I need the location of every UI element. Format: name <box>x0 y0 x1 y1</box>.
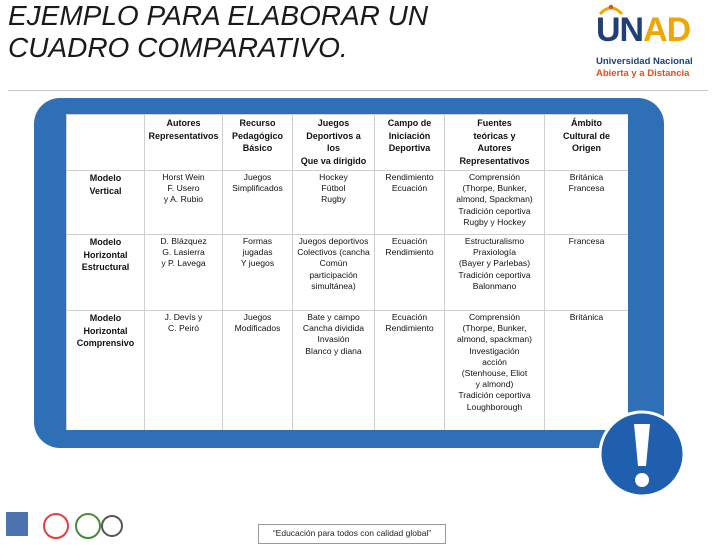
cell-text-line: Estructuralismo <box>464 236 525 246</box>
table-cell <box>293 235 375 311</box>
cell-text-line: simultánea) <box>311 280 356 291</box>
table-cell <box>145 235 223 311</box>
cell-text-line: Horizontal <box>83 325 128 336</box>
cell-text-line: Blanco y diana <box>305 345 362 356</box>
cell-text-line: Rendimiento <box>385 323 434 334</box>
cell-text-line: Modelo <box>89 173 122 183</box>
cell-text-line: Modelo <box>89 237 122 247</box>
cell-text-line: Cancha dividida <box>302 323 365 334</box>
slide-title-line-2: CUADRO COMPARATIVO. <box>8 32 348 63</box>
cell-text-line: Ecuación <box>391 236 428 246</box>
cell-text-line: Modificados <box>234 323 281 334</box>
cell-text-line: jugadas <box>242 247 273 258</box>
exclamation-icon <box>598 410 686 498</box>
table-cell <box>445 235 545 311</box>
cell-text-line: Común <box>319 258 348 269</box>
cell-text-line: los <box>326 143 340 153</box>
logo-word-accent: AD <box>643 11 691 49</box>
cell-text-line: teóricas y <box>473 130 516 141</box>
cell-text-line: Comprensión <box>468 312 521 322</box>
cell-text-line: Invasión <box>317 334 350 345</box>
cell-text-line: almond, spackman) <box>457 334 532 345</box>
cell-text-line: Hockey <box>319 172 348 182</box>
cell-text-line: D. Blázquez <box>160 236 207 246</box>
cell-text-line: almond, Spackman) <box>456 194 533 205</box>
table-cell <box>223 171 293 235</box>
table-cell <box>445 171 545 235</box>
cell-text-line: Deportivos a <box>306 130 361 141</box>
cell-text-line: Deportiva <box>388 143 431 153</box>
table-header-cell <box>145 115 223 171</box>
cell-text-line: (Stenhouse, Eliot <box>461 368 528 379</box>
table-cell <box>375 235 445 311</box>
cell-text-line: Autores <box>166 118 201 128</box>
cell-text-line: Británica <box>569 172 604 182</box>
model-name-cell <box>67 235 145 311</box>
cell-text-line: acción <box>482 356 507 367</box>
cell-text-line: Praxiología <box>473 247 516 258</box>
table-cell <box>375 311 445 431</box>
cell-text-line: (Thorpe, Bunker, <box>462 323 527 334</box>
table-cell <box>293 171 375 235</box>
cell-text-line: Básico <box>242 143 273 153</box>
slide-title-line-1: EJEMPLO PARA ELABORAR UN <box>8 0 429 31</box>
cell-text-line: Rendimiento <box>385 172 434 182</box>
cell-text-line: Iniciación <box>388 130 431 141</box>
cell-text-line: Rugby <box>321 194 346 205</box>
table-cell <box>223 311 293 431</box>
cell-text-line: Tradición ceportiva <box>458 205 531 216</box>
cell-text-line: Formas <box>242 236 273 246</box>
table-cell <box>445 311 545 431</box>
table-header-cell <box>293 115 375 171</box>
cell-text-line: C. Peiró <box>167 323 200 334</box>
cell-text-line: Recurso <box>239 118 276 128</box>
cell-text-line: Rendimiento <box>385 247 434 258</box>
cell-text-line: participación <box>309 269 358 280</box>
cell-text-line: Que va dirigido <box>300 155 367 166</box>
table-header-cell <box>223 115 293 171</box>
cell-text-line: Francesa <box>568 236 605 246</box>
cell-text-line: Loughborough <box>466 401 523 412</box>
cell-text-line: Tradición ceportiva <box>458 269 531 280</box>
cell-text-line: Cultural de <box>562 130 610 141</box>
certification-badge-icon <box>4 506 124 540</box>
table-cell <box>223 235 293 311</box>
table-body <box>67 171 629 431</box>
cell-text-line: Origen <box>571 143 601 153</box>
table-header-cell <box>67 115 145 171</box>
cell-text-line: Colectivos (cancha <box>297 247 370 258</box>
cell-text-line: Simplificados <box>232 183 283 194</box>
cell-text-line: Juegos <box>243 172 272 182</box>
cell-text-line: Juegos deportivos <box>298 236 369 246</box>
cell-text-line: Modelo <box>89 313 122 323</box>
slide-title <box>8 0 528 64</box>
logo-university-line: Universidad Nacional <box>596 56 693 67</box>
table-row <box>67 235 629 311</box>
cell-text-line: y P. Lavega <box>161 258 206 269</box>
cell-text-line: Ámbito <box>571 118 602 128</box>
cell-text-line: y A. Rubio <box>163 194 204 205</box>
cell-text-line: Comprensivo <box>76 338 135 348</box>
cell-text-line: Representativos <box>148 130 219 141</box>
cell-text-line: Representativos <box>459 155 530 166</box>
table-cell <box>545 235 629 311</box>
cell-text-line: Horizontal <box>83 249 128 260</box>
cell-text-line: Francesa <box>568 183 605 194</box>
cell-text-line: Horst Wein <box>162 172 205 182</box>
unad-logo <box>594 6 716 80</box>
cell-text-line: (Bayer y Parlebas) <box>458 258 531 269</box>
cell-text-line: G. Lasierra <box>162 247 205 258</box>
comparison-table-wrap <box>66 114 628 430</box>
cell-text-line: Y juegos <box>240 258 275 269</box>
cell-text-line: Ecuación <box>391 183 428 194</box>
table-header-cell <box>545 115 629 171</box>
comparison-table <box>66 114 628 430</box>
logo-distance-line: Abierta y a Distancia <box>596 68 690 79</box>
table-cell <box>375 171 445 235</box>
cell-text-line: Campo de <box>387 118 432 128</box>
table-row <box>67 311 629 431</box>
cell-text-line: Ecuación <box>391 312 428 322</box>
logo-word-main: UN <box>596 11 644 49</box>
table-row <box>67 171 629 235</box>
table-cell <box>145 311 223 431</box>
certification-badges <box>4 506 124 540</box>
cell-text-line: Rugby y Hockey <box>463 216 526 227</box>
table-cell <box>145 171 223 235</box>
title-divider <box>8 90 708 91</box>
cell-text-line: Juegos <box>243 312 272 322</box>
table-cell <box>293 311 375 431</box>
table-header-cell <box>445 115 545 171</box>
cell-text-line: Estructural <box>81 262 130 272</box>
cell-text-line: y almond) <box>475 379 514 390</box>
logo-wordmark <box>596 12 690 48</box>
cell-text-line: (Thorpe, Bunker, <box>462 183 527 194</box>
model-name-cell <box>67 311 145 431</box>
cell-text-line: Investigación <box>469 345 520 356</box>
table-cell <box>545 171 629 235</box>
cell-text-line: Británica <box>569 312 604 322</box>
cell-text-line: Bate y campo <box>307 312 360 322</box>
cell-text-line: Comprensión <box>468 172 521 182</box>
table-header-row <box>67 115 629 171</box>
cell-text-line: Balonmano <box>472 280 517 291</box>
cell-text-line: Vertical <box>89 185 122 196</box>
cell-text-line: Tradición ceportiva <box>458 390 531 401</box>
model-name-cell <box>67 171 145 235</box>
cell-text-line: Pedagógico <box>231 130 283 141</box>
cell-text-line: Fuentes <box>477 118 512 128</box>
table-header-cell <box>375 115 445 171</box>
footer-slogan: “Educación para todos con calidad global” <box>258 524 446 544</box>
cell-text-line: Fútbol <box>321 183 346 194</box>
cell-text-line: Juegos <box>317 118 350 128</box>
cell-text-line: F. Usero <box>167 183 200 194</box>
cell-text-line: Autores <box>477 143 512 153</box>
cell-text-line: J. Devís y <box>164 312 203 322</box>
